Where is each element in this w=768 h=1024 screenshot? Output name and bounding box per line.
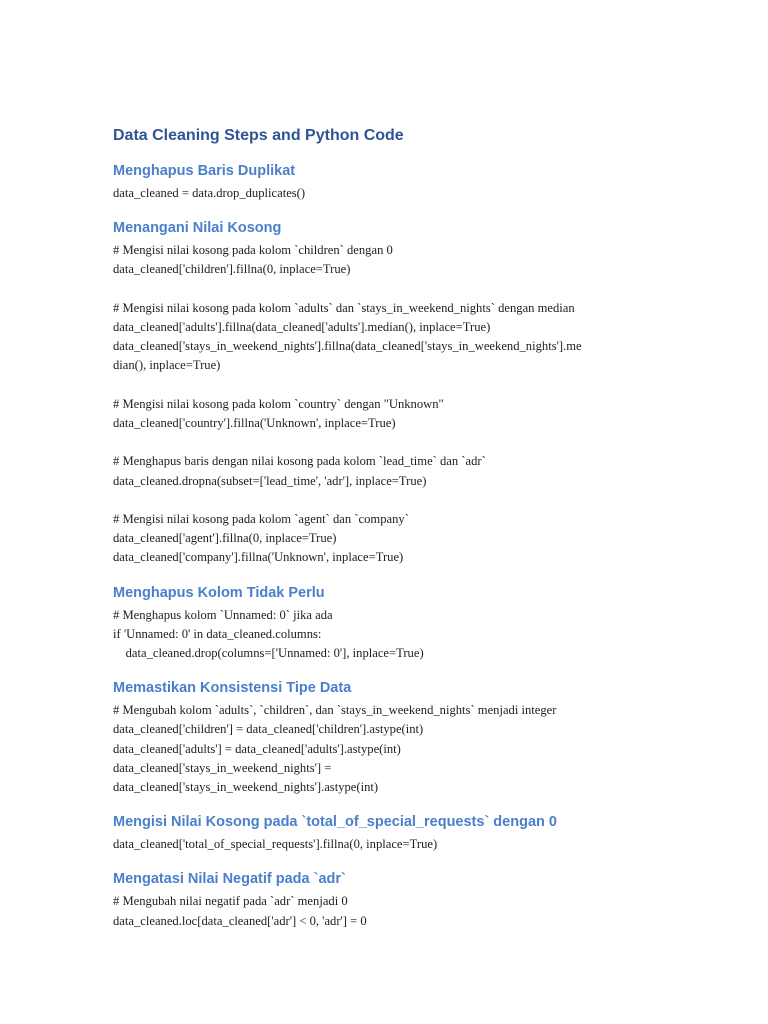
section-heading: Mengisi Nilai Kosong pada `total_of_special_requests` dengan 0 (113, 814, 557, 831)
code-line: # Mengisi nilai kosong pada kolom `agent` dan `company` (113, 511, 409, 526)
blank-line (113, 280, 673, 299)
document-page (113, 126, 673, 931)
code-line: data_cleaned['adults'].fillna(data_cleaned['adults'].median(), inplace=True) (113, 320, 491, 334)
code-line: data_cleaned.loc[data_cleaned['adr'] < 0, 'adr'] = 0 (113, 913, 367, 928)
section (113, 870, 673, 930)
section (113, 162, 673, 203)
code-line: # Mengubah kolom `adults`, `children`, dan `stays_in_weekend_nights` menjadi integer (113, 703, 557, 718)
section-heading: Mengatasi Nilai Negatif pada `adr` (113, 871, 346, 888)
code-line: data_cleaned['agent'].fillna(0, inplace=True) (113, 531, 337, 546)
code-line: data_cleaned['company'].fillna('Unknown', inplace=True) (113, 550, 404, 565)
section (113, 219, 673, 567)
code-line: data_cleaned.drop(columns=['Unnamed: 0'], inplace=True) (113, 646, 424, 660)
section-heading: Menghapus Baris Duplikat (113, 163, 296, 179)
code-line: data_cleaned['total_of_special_requests'].fillna(0, inplace=True) (113, 837, 438, 852)
code-line: data_cleaned['country'].fillna('Unknown', inplace=True) (113, 416, 396, 430)
code-line: data_cleaned = data.drop_duplicates() (113, 186, 306, 200)
sections-container (113, 162, 673, 931)
code-line: # Mengisi nilai kosong pada kolom `children` dengan 0 (113, 243, 393, 258)
section (113, 679, 673, 797)
code-line: data_cleaned['adults'] = data_cleaned['adults'].astype(int) (113, 741, 401, 756)
code-line: data_cleaned['children'].fillna(0, inplace=True) (113, 262, 351, 277)
blank-line (113, 491, 673, 510)
section-heading: Memastikan Konsistensi Tipe Data (113, 680, 352, 697)
code-line: dian(), inplace=True) (113, 358, 221, 373)
section-heading: Menangani Nilai Kosong (113, 220, 282, 237)
code-line: # Mengisi nilai kosong pada kolom `adults` dan `stays_in_weekend_nights` dengan median (113, 300, 575, 315)
section-heading: Menghapus Kolom Tidak Perlu (113, 584, 325, 601)
code-line: data_cleaned.dropna(subset=['lead_time', 'adr'], inplace=True) (113, 473, 427, 488)
code-line: data_cleaned['stays_in_weekend_nights'].fillna(data_cleaned['stays_in_weekend_nights'].me (113, 339, 582, 354)
code-line: # Menghapus kolom `Unnamed: 0` jika ada (113, 607, 333, 622)
code-line: data_cleaned['children'] = data_cleaned['children'].astype(int) (113, 722, 424, 737)
code-line: # Mengubah nilai negatif pada `adr` menjadi 0 (113, 894, 348, 909)
blank-line (113, 376, 673, 395)
document-title: Data Cleaning Steps and Python Code (113, 127, 404, 144)
code-line: if 'Unnamed: 0' in data_cleaned.columns: (113, 626, 322, 641)
blank-line (113, 433, 673, 452)
section (113, 584, 673, 664)
code-line: data_cleaned['stays_in_weekend_nights'].astype(int) (113, 780, 379, 795)
code-line: data_cleaned['stays_in_weekend_nights'] = (113, 760, 332, 775)
code-line: # Menghapus baris dengan nilai kosong pada kolom `lead_time` dan `adr` (113, 454, 486, 469)
section (113, 813, 673, 854)
code-line: # Mengisi nilai kosong pada kolom `country` dengan "Unknown" (113, 396, 444, 411)
